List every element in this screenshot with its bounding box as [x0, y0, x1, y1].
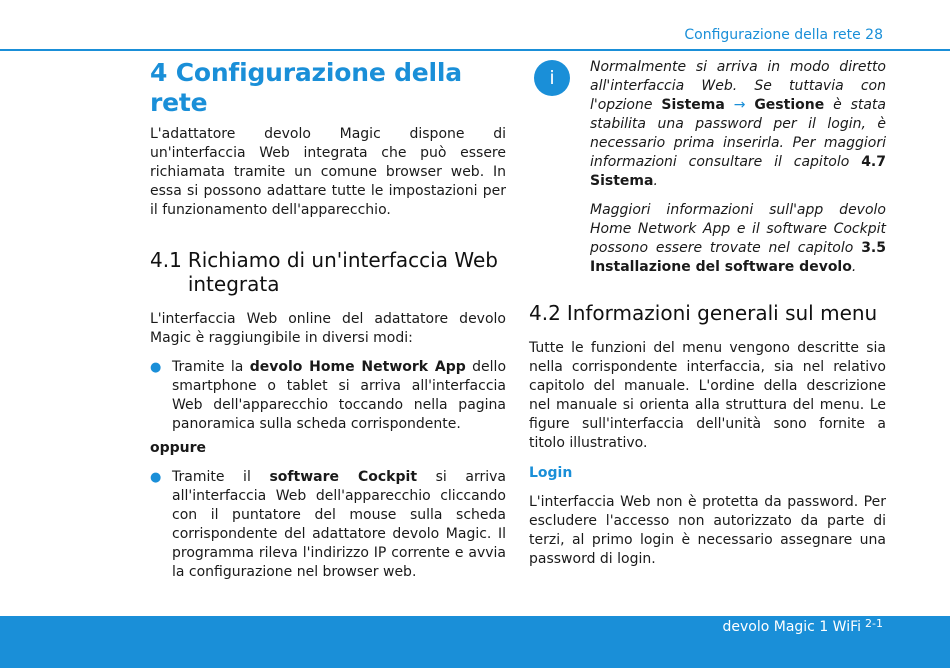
bullet-icon: ● [150, 470, 162, 485]
list-item-text: Tramite il software Cockpit si arriva all'interfaccia Web dell'apparecchio cliccando con il puntatore del mouse sulla scheda corrispondente del adattatore devolo Magic. Il programma rileva l'indirizzo IP corrente e avvia la configurazione nel browser web. [172, 469, 507, 580]
login-heading: Login [529, 465, 573, 481]
section-intro: L'interfaccia Web online del adattatore devolo Magic è raggiungibile in diversi modi: [150, 311, 506, 346]
bullet-icon: ● [150, 360, 162, 375]
info-note [529, 58, 886, 277]
section-heading-4-2 [529, 301, 886, 325]
app-name: devolo Home Network App [249, 359, 466, 375]
running-header: Configurazione della rete 28 [684, 27, 883, 43]
left-column [150, 58, 506, 582]
list-item [150, 468, 506, 582]
arrow-right-icon: → [733, 97, 746, 113]
section-title: Informazioni generali sul menu [566, 301, 878, 325]
list-item [150, 358, 506, 434]
menu-gestione: Gestione [754, 97, 825, 113]
product-name: devolo Magic 1 WiFi [722, 619, 862, 635]
section-text: Tutte le funzioni del menu vengono descritte sia nella corrispondente interfaccia, sia nel relativo capitolo del manuale. L'ordine della descrizione nel manuale si orienta alla struttura del menu. Le figure sull'interfaccia dell'unità sono fornite a titolo illustrativo. [529, 340, 886, 451]
menu-sistema: Sistema [661, 97, 725, 113]
footer-text [722, 619, 883, 636]
oppure-label: oppure [150, 440, 207, 456]
section-number: 4.2 [529, 301, 561, 325]
software-name: software Cockpit [269, 469, 418, 485]
chapter-ref: 4.7 Sistema [590, 154, 886, 189]
list-item-text: Tramite la devolo Home Network App dello smartphone o tablet si arriva all'interfaccia Web dell'apparecchio toccando nella pagina panoramica sulla scheda corrispondente. [172, 359, 507, 432]
chapter-ref: 3.5 Installazione del software devolo [590, 240, 886, 275]
section-number: 4.1 [150, 248, 182, 272]
info-icon: i [534, 60, 570, 96]
info-note-text: Normalmente si arriva in modo diretto all'interfaccia Web. Se tuttavia con l'opzione Sistema → Gestione è stata stabilita una password per il login, è necessario prima inserirla. Per maggiori informazioni consultare il capitolo 4.7 Sistema. [590, 59, 887, 189]
right-column [529, 58, 886, 569]
chapter-intro: L'adattatore devolo Magic dispone di un'interfaccia Web integrata che può essere richiamata tramite un comune browser web. In essa si possono adattare tutte le impostazioni per il funzionamento dell'apparecchio. [150, 126, 506, 218]
login-text: L'interfaccia Web non è protetta da password. Per escludere l'accesso non autorizzato da parte di terzi, al primo login è necessario assegnare una password di login. [529, 494, 886, 567]
edition: 2-1 [865, 617, 883, 630]
chapter-title: 4 Configurazione della rete [150, 58, 462, 117]
section-heading-4-1 [150, 248, 506, 296]
section-title: Richiamo di un'interfaccia Web integrata [187, 248, 498, 296]
header-rule [0, 49, 950, 51]
info-note-text: Maggiori informazioni sull'app devolo Home Network App e il software Cockpit possono essere trovate nel capitolo 3.5 Installazione del software devolo. [590, 202, 886, 275]
